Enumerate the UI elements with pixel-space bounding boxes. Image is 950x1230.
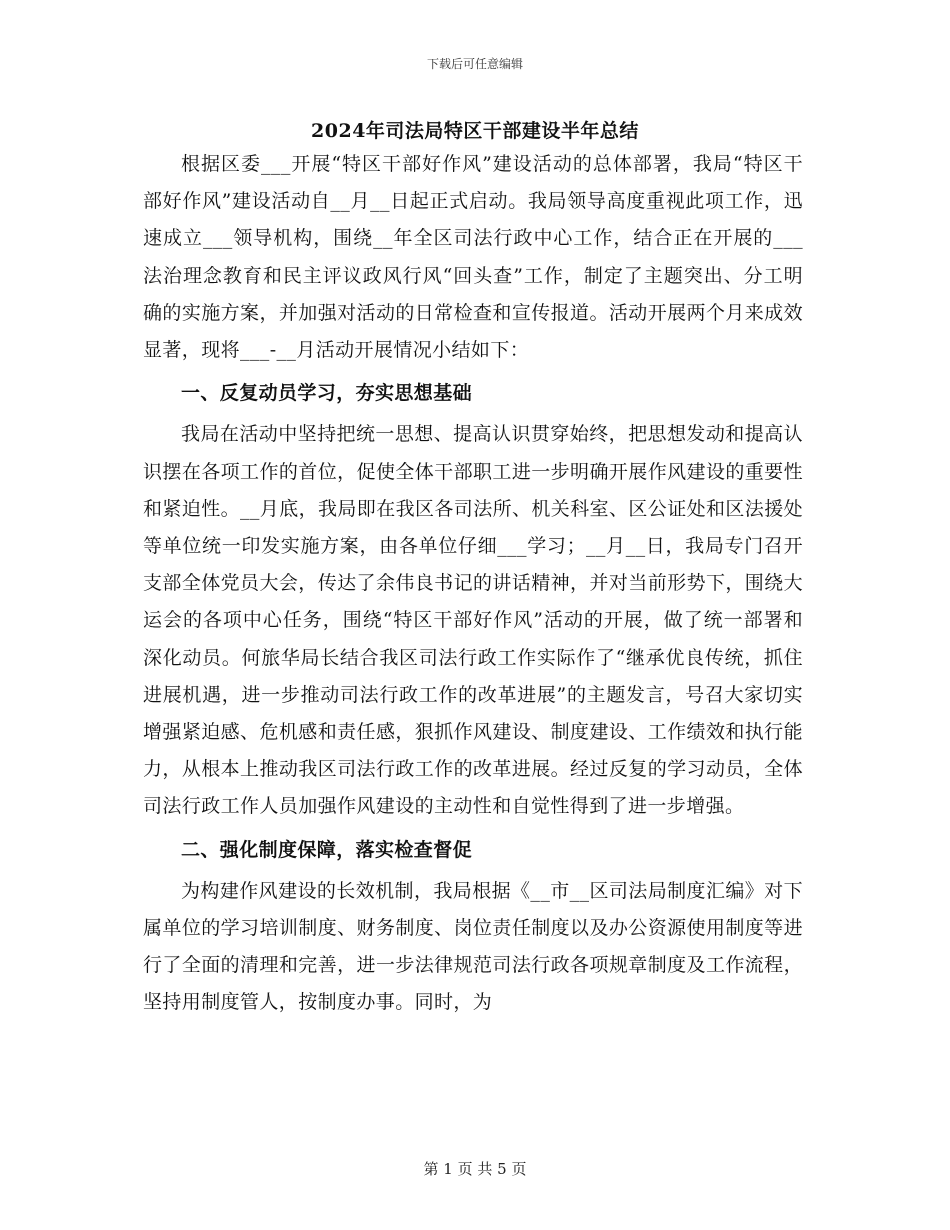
document-title: 2024年司法局特区干部建设半年总结 xyxy=(311,120,639,142)
document-body xyxy=(143,146,803,1022)
section-2-heading: 二、强化制度保障，落实检查督促 xyxy=(181,838,473,861)
section-1-heading: 一、反复动员学习，夯实思想基础 xyxy=(181,382,473,405)
page-number-footer: 第 1 页 共 5 页 xyxy=(423,1160,527,1178)
header-note: 下载后可任意编辑 xyxy=(426,57,523,71)
section-1-paragraph: 我局在活动中坚持把统一思想、提高认识贯穿始终，把思想发动和提高认识摆在各项工作的首位，促使全体干部职工进一步明确开展作风建设的重要性和紧迫性。__月底，我局即在我区各司法所、机关科室、区公证处和区法援处等单位统一印发实施方案，由各单位仔细___学习；__月__日，我局专门召开支部全体党员大会，传达了余伟良书记的讲话精神，并对当前形势下，围绕大运会的各项中心任务，围绕“特区干部好作风”活动的开展，做了统一部署和深化动员。何旅华局长结合我区司法行政工作实际作了“继承优良传统，抓住进展机遇，进一步推动司法行政工作的改革进展”的主题发言，号召大家切实增强紧迫感、危机感和责任感，狠抓作风建设、制度建设、工作绩效和执行能力，从根本上推动我区司法行政工作的改革进展。经过反复的学习动员，全体司法行政工作人员加强作风建设的主动性和自觉性得到了进一步增强。 xyxy=(143,423,804,818)
intro-paragraph: 根据区委___开展“特区干部好作风”建设活动的总体部署，我局“特区干部好作风”建设活动自__月__日起正式启动。我局领导高度重视此项工作，迅速成立___领导机构，围绕__年全区司法行政中心工作，结合正在开展的___法治理念教育和民主评议政风行风“回头查”工作，制定了主题突出、分工明确的实施方案，并加强对活动的日常检查和宣传报道。活动开展两个月来成效显著，现将___-__月活动开展情况小结如下： xyxy=(143,153,803,362)
section-2-paragraph: 为构建作风建设的长效机制，我局根据《__市__区司法局制度汇编》对下属单位的学习培训制度、财务制度、岗位责任制度以及办公资源使用制度等进行了全面的清理和完善，进一步法律规范司法行政各项规章制度及工作流程，坚持用制度管人，按制度办事。同时，为 xyxy=(143,879,803,1014)
